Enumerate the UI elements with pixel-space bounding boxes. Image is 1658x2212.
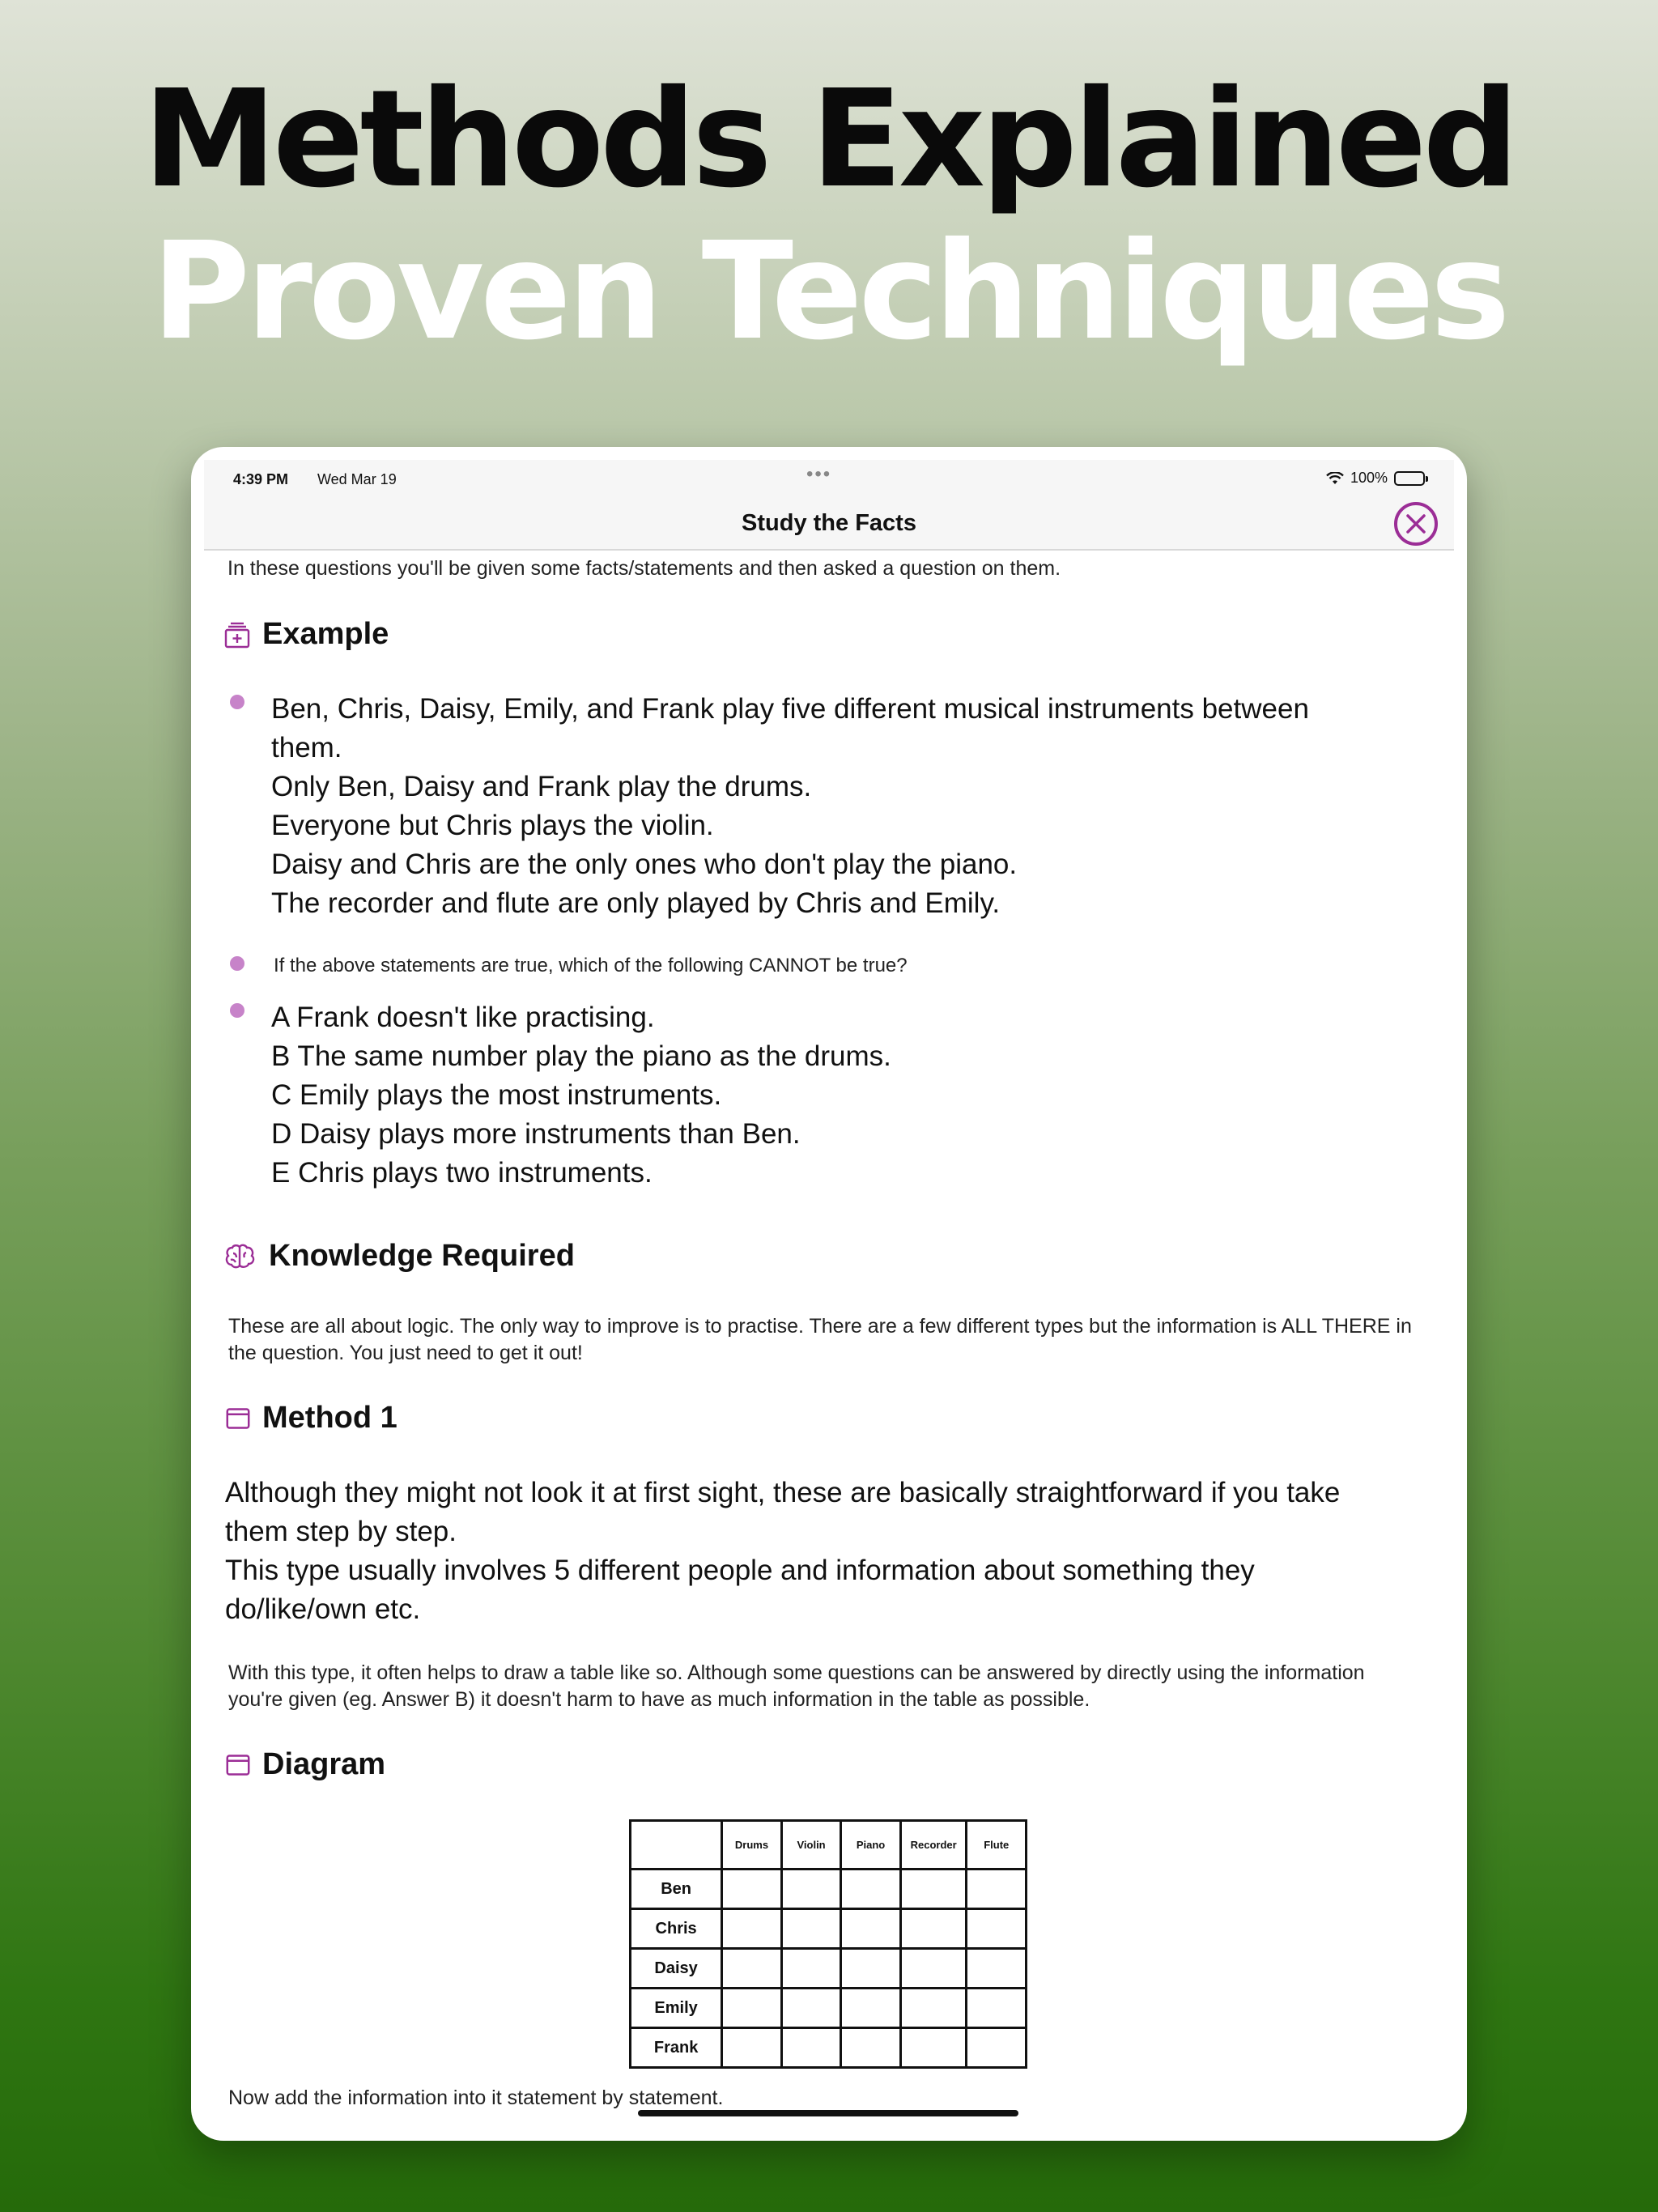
window-icon	[225, 1406, 251, 1431]
option-a: A Frank doesn't like practising.	[271, 1002, 655, 1033]
brain-icon	[223, 1243, 257, 1270]
table-cell	[900, 1909, 967, 1949]
table-cell	[722, 1870, 782, 1909]
statement-line: Daisy and Chris are the only ones who don't play the piano.	[271, 849, 1018, 880]
table-cell	[967, 1949, 1027, 1989]
bullet-dot	[230, 695, 244, 709]
table-cell	[967, 1989, 1027, 2028]
table-cell	[841, 2028, 901, 2068]
table-row	[631, 1949, 1027, 1989]
diagram-table	[629, 1819, 1027, 2069]
table-cell	[841, 1989, 901, 2028]
table-cell	[841, 1949, 901, 1989]
method1-heading	[225, 1401, 397, 1436]
table-row-label: Ben	[631, 1870, 722, 1909]
table-row-label: Daisy	[631, 1949, 722, 1989]
table-header-cell: Drums	[722, 1821, 782, 1870]
table-cell	[967, 1870, 1027, 1909]
diagram-heading	[225, 1747, 385, 1782]
home-indicator[interactable]	[638, 2110, 1018, 2116]
knowledge-line: These are all about logic. The only way to improve is to practise. There are a few different types but the information is ALL THERE in	[228, 1315, 1412, 1338]
table-cell	[841, 1870, 901, 1909]
table-header-cell: Flute	[967, 1821, 1027, 1870]
intro-text: In these questions you'll be given some facts/statements and then asked a question on them.	[227, 557, 1061, 580]
table-cell	[781, 1989, 841, 2028]
example-heading	[223, 617, 389, 652]
table-cell	[967, 2028, 1027, 2068]
multitasking-dots[interactable]: •••	[806, 463, 832, 485]
method1-note	[228, 1660, 1365, 1713]
table-cell	[722, 2028, 782, 2068]
method1-note-line: With this type, it often helps to draw a table like so. Although some questions can be answered by directly using the information	[228, 1661, 1365, 1684]
table-row	[631, 1870, 1027, 1909]
table-row	[631, 2028, 1027, 2068]
table-cell	[722, 1909, 782, 1949]
table-header-row	[631, 1821, 1027, 1870]
footer-text: Now add the information into it statement by statement.	[228, 2087, 724, 2109]
statement-line: them.	[271, 732, 342, 764]
window-icon	[225, 1753, 251, 1777]
bullet-dot	[230, 1003, 244, 1018]
method1-line: This type usually involves 5 different people and information about something they	[225, 1555, 1255, 1586]
table-header-cell: Violin	[781, 1821, 841, 1870]
table-cell	[900, 1870, 967, 1909]
table-cell	[722, 1989, 782, 2028]
knowledge-title: Knowledge Required	[269, 1239, 575, 1273]
method1-body	[225, 1474, 1340, 1629]
method1-line: do/like/own etc.	[225, 1593, 421, 1625]
table-cell	[900, 1949, 967, 1989]
option-b: B The same number play the piano as the drums.	[271, 1040, 891, 1072]
status-time: 4:39 PM	[233, 471, 289, 487]
method1-line: them step by step.	[225, 1516, 457, 1547]
option-d: D Daisy plays more instruments than Ben.	[271, 1118, 801, 1150]
example-options	[271, 998, 891, 1193]
example-icon	[223, 621, 251, 649]
diagram-title: Diagram	[262, 1747, 386, 1781]
knowledge-line: the question. You just need to get it out!	[228, 1342, 583, 1364]
table-row-label: Emily	[631, 1989, 722, 2028]
table-corner-cell	[631, 1821, 722, 1870]
table-header-cell: Recorder	[900, 1821, 967, 1870]
status-date: Wed Mar 19	[317, 471, 397, 487]
table-row-label: Frank	[631, 2028, 722, 2068]
table-row	[631, 1909, 1027, 1949]
method1-line: Although they might not look it at first sight, these are basically straightforward if you take	[225, 1477, 1341, 1508]
statement-line: Everyone but Chris plays the violin.	[271, 810, 714, 841]
table-cell	[781, 1949, 841, 1989]
table-cell	[781, 1909, 841, 1949]
knowledge-heading	[223, 1239, 575, 1274]
statement-line: Ben, Chris, Daisy, Emily, and Frank play five different musical instruments between	[271, 693, 1309, 725]
hero-title: Methods Explained	[142, 62, 1516, 218]
hero-subtitle: Proven Techniques	[151, 214, 1507, 370]
example-statements	[271, 690, 1309, 923]
table-header-cell: Piano	[841, 1821, 901, 1870]
bullet-dot	[230, 956, 244, 971]
battery-percent: 100%	[1350, 470, 1388, 486]
option-e: E Chris plays two instruments.	[271, 1157, 653, 1189]
statement-line: Only Ben, Daisy and Frank play the drums.	[271, 771, 812, 802]
table-cell	[900, 2028, 967, 2068]
table-row	[631, 1989, 1027, 2028]
table-row-label: Chris	[631, 1909, 722, 1949]
statement-line: The recorder and flute are only played by Chris and Emily.	[271, 887, 1001, 919]
option-c: C Emily plays the most instruments.	[271, 1079, 722, 1111]
example-question: If the above statements are true, which of the following CANNOT be true?	[274, 955, 908, 976]
table-cell	[781, 2028, 841, 2068]
table-cell	[841, 1909, 901, 1949]
method1-title: Method 1	[262, 1401, 397, 1435]
table-cell	[900, 1989, 967, 2028]
table-cell	[781, 1870, 841, 1909]
table-cell	[967, 1909, 1027, 1949]
method1-note-line: you're given (eg. Answer B) it doesn't harm to have as much information in the table as possible.	[228, 1688, 1090, 1711]
table-cell	[722, 1949, 782, 1989]
knowledge-text	[228, 1313, 1412, 1367]
example-title: Example	[262, 617, 389, 651]
nav-title: Study the Facts	[742, 510, 916, 536]
